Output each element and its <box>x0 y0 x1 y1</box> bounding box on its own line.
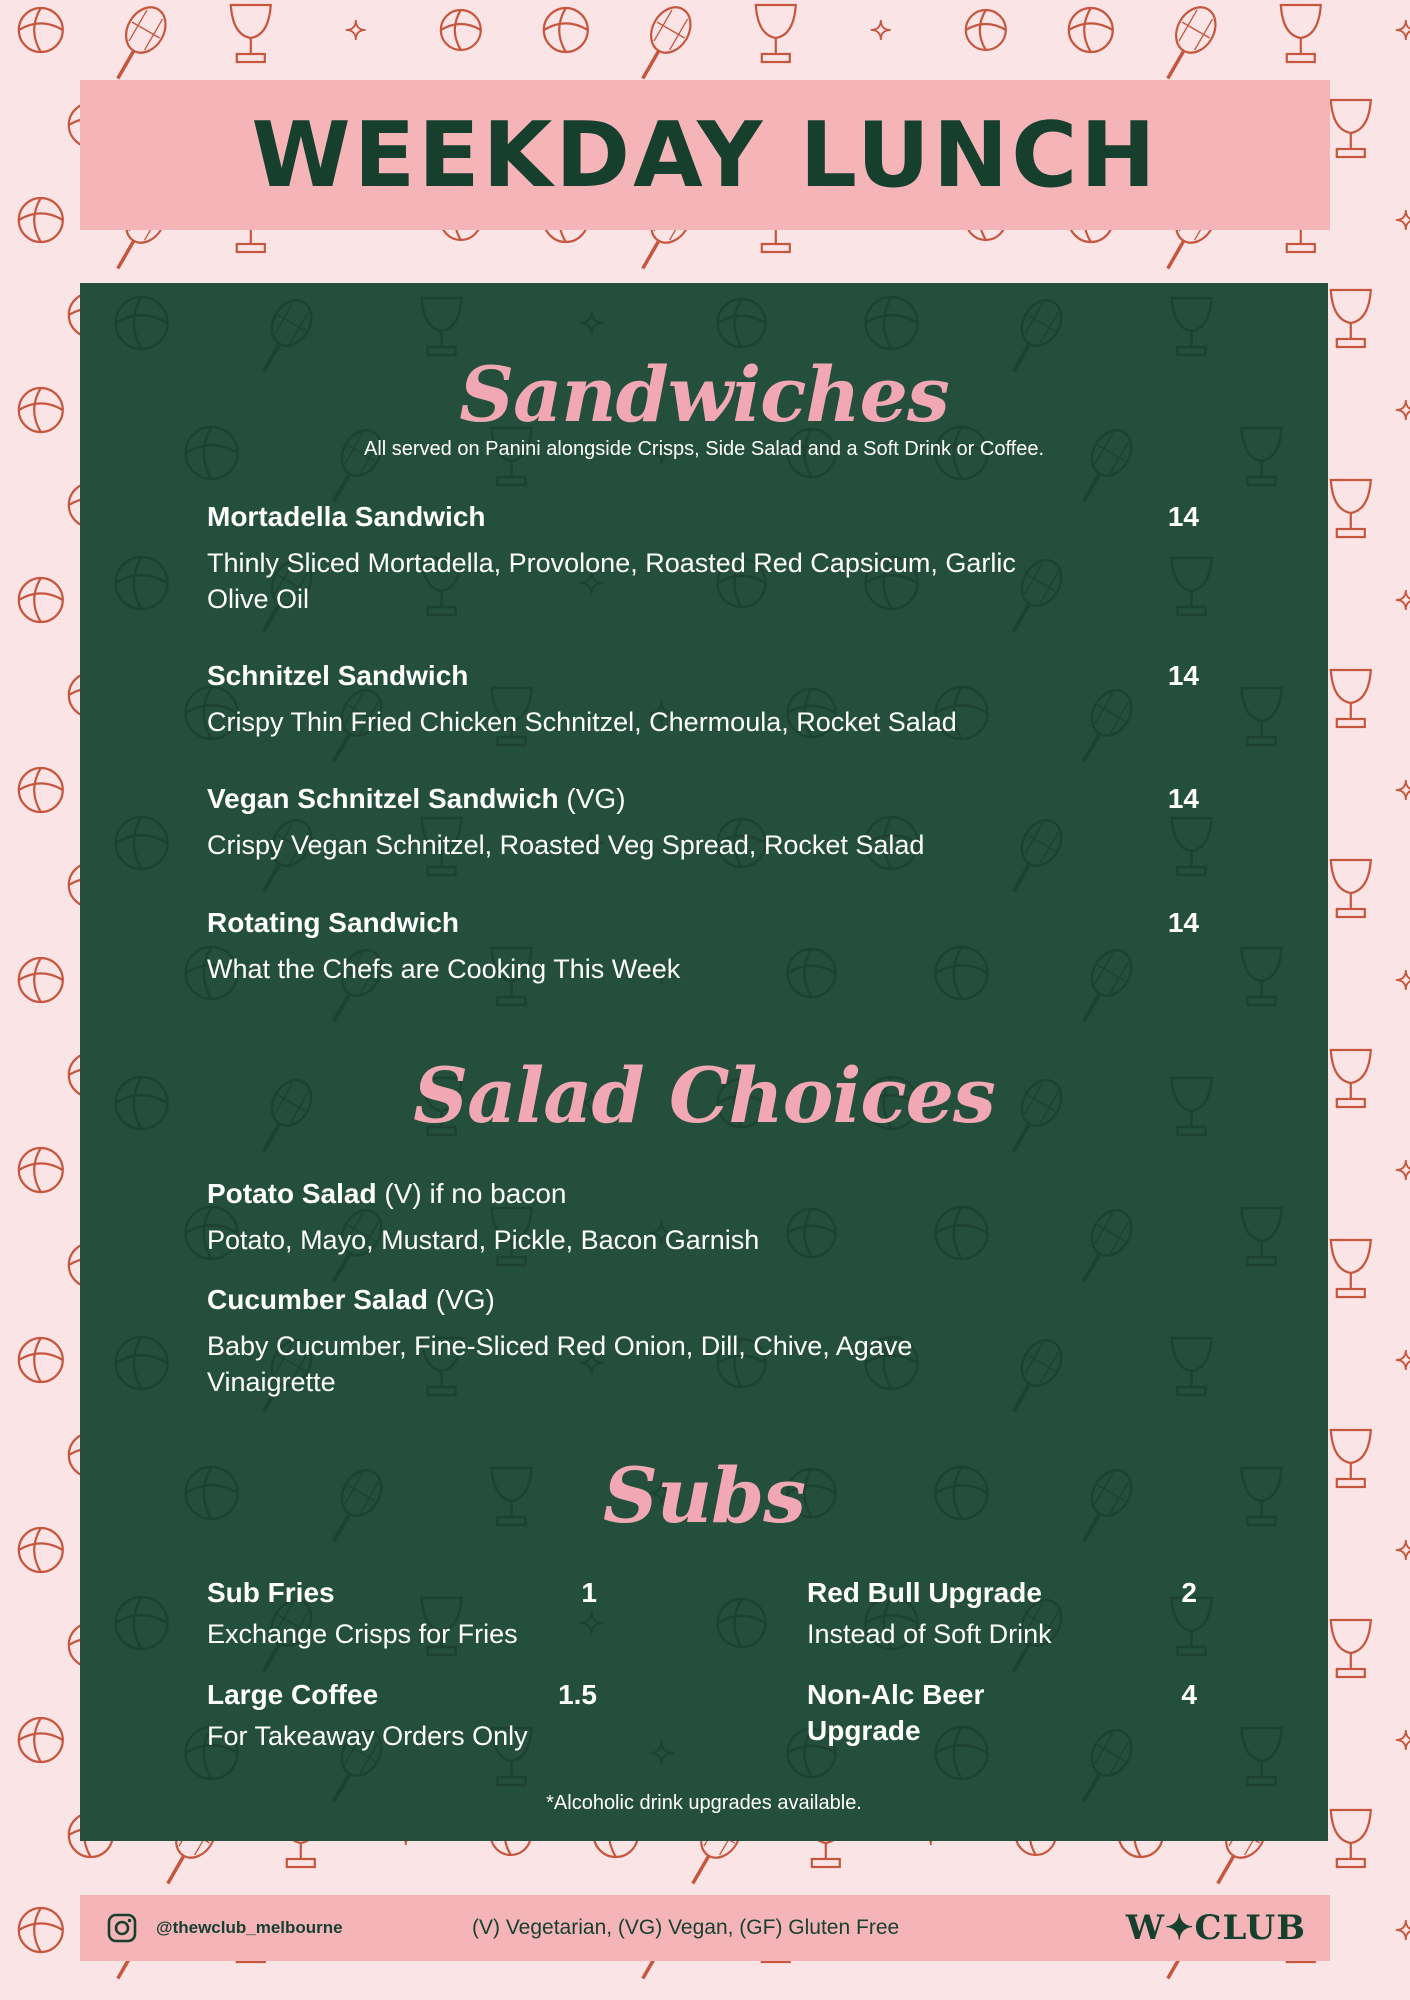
page-title: WEEKDAY LUNCH <box>251 102 1159 208</box>
item-description: Thinly Sliced Mortadella, Provolone, Roasted Red Capsicum, Garlic Olive Oil <box>207 548 1016 614</box>
sparkle-icon <box>1396 1350 1410 1370</box>
item-name: Potato Salad <box>207 1178 377 1209</box>
dietary-legend: (V) Vegetarian, (VG) Vegan, (GF) Gluten Free <box>472 1916 900 1939</box>
basketball-icon <box>116 817 168 869</box>
item-tag: (V) if no bacon <box>376 1178 567 1209</box>
item-name: Vegan Schnitzel Sandwich <box>207 783 559 814</box>
item-description: Potato, Mayo, Mustard, Pickle, Bacon Garnish <box>207 1225 760 1255</box>
volleyball-icon <box>544 8 588 52</box>
section-title-subs: Subs <box>602 1451 806 1540</box>
sparkle-icon <box>1396 970 1410 990</box>
menu-item-rotating <box>207 907 1207 987</box>
item-name: Cucumber Salad <box>207 1284 428 1315</box>
trophy-icon <box>1331 290 1371 347</box>
volleyball-icon <box>19 388 63 432</box>
item-tag: (VG) <box>427 1284 495 1315</box>
sub-item-red-bull <box>807 1575 1197 1650</box>
basketball-icon <box>116 1337 168 1389</box>
sparkle-icon <box>650 1741 674 1765</box>
sub-price: 4 <box>1181 1679 1197 1710</box>
tennis-racket-icon <box>102 0 173 87</box>
soccer-ball-icon <box>441 10 481 50</box>
basketball-icon <box>116 297 168 349</box>
sparkle-icon <box>1396 20 1410 40</box>
sub-name: Non-Alc Beer Upgrade <box>807 1679 985 1746</box>
sub-price: 1 <box>581 1577 597 1608</box>
trophy-icon <box>1331 100 1371 157</box>
menu-item-cucumber-salad <box>207 1284 1207 1400</box>
trophy-icon <box>1331 480 1371 537</box>
item-description: Crispy Thin Fried Chicken Schnitzel, Chermoula, Rocket Salad <box>207 707 957 737</box>
instagram-icon <box>106 1912 138 1944</box>
soccer-ball-icon <box>966 10 1006 50</box>
sub-item-non-alc-beer <box>807 1677 1197 1757</box>
volleyball-icon <box>19 8 63 52</box>
menu-item-potato-salad <box>207 1178 1207 1258</box>
trophy-icon <box>422 298 462 355</box>
volleyball-icon <box>19 958 63 1002</box>
volleyball-icon <box>19 768 63 812</box>
trophy-icon <box>1331 1620 1371 1677</box>
item-price: 14 <box>1167 907 1199 938</box>
volleyball-icon <box>19 1148 63 1192</box>
trophy-icon <box>1242 1728 1282 1785</box>
sparkle-icon <box>1396 1730 1410 1750</box>
section-title-sandwiches: Sandwiches <box>459 350 949 439</box>
item-price: 14 <box>1167 660 1199 691</box>
volleyball-icon <box>19 1908 63 1952</box>
item-description: Baby Cucumber, Fine-Sliced Red Onion, Dill, Chive, Agave Vinaigrette <box>207 1331 913 1397</box>
trophy-icon <box>1331 1050 1371 1107</box>
sparkle-icon <box>1396 780 1410 800</box>
sparkle-icon <box>1396 590 1410 610</box>
sub-item-large-coffee <box>207 1677 597 1752</box>
sparkle-icon <box>1396 210 1410 230</box>
tennis-racket-icon <box>1152 0 1223 87</box>
sparkle-icon <box>1396 1160 1410 1180</box>
trophy-icon <box>1331 670 1371 727</box>
tennis-racket-icon <box>627 0 698 87</box>
sparkle-icon <box>1396 1920 1410 1940</box>
sparkle-icon <box>580 311 604 335</box>
item-description: What the Chefs are Cooking This Week <box>207 954 681 984</box>
trophy-icon <box>231 5 271 62</box>
soccer-ball-icon <box>718 299 766 347</box>
sandwiches-intro: All served on Panini alongside Crisps, Side Salad and a Soft Drink or Coffee. <box>363 438 1044 460</box>
basketball-icon <box>116 557 168 609</box>
sub-price: 1.5 <box>558 1679 597 1710</box>
item-price: 14 <box>1167 501 1199 532</box>
item-name: Schnitzel Sandwich <box>207 660 469 691</box>
volleyball-icon <box>19 578 63 622</box>
sub-name: Large Coffee <box>207 1679 379 1710</box>
item-tag: (VG) <box>558 783 626 814</box>
instagram-handle[interactable]: @thewclub_melbourne <box>156 1918 343 1937</box>
sub-description: Exchange Crisps for Fries <box>207 1619 518 1649</box>
volleyball-icon <box>19 1528 63 1572</box>
sub-item-fries <box>207 1575 597 1650</box>
sparkle-icon <box>346 20 366 40</box>
menu-panel <box>80 283 1328 1841</box>
menu-item-mortadella <box>207 501 1207 617</box>
basketball-icon <box>116 1597 168 1649</box>
volleyball-icon <box>19 198 63 242</box>
trophy-icon <box>1331 1810 1371 1867</box>
trophy-icon <box>1172 298 1212 355</box>
trophy-icon <box>756 5 796 62</box>
sparkle-icon <box>1396 400 1410 420</box>
brand-logo: W✦CLUB <box>1125 1908 1306 1948</box>
sub-description: For Takeaway Orders Only <box>207 1721 528 1751</box>
trophy-icon <box>1331 860 1371 917</box>
trophy-icon <box>1242 688 1282 745</box>
item-description: Crispy Vegan Schnitzel, Roasted Veg Spread, Rocket Salad <box>207 830 925 860</box>
footnote: *Alcoholic drink upgrades available. <box>546 1792 862 1814</box>
trophy-icon <box>1242 1208 1282 1265</box>
trophy-icon <box>1242 948 1282 1005</box>
trophy-icon <box>1281 5 1321 62</box>
sub-name: Sub Fries <box>207 1577 335 1608</box>
section-title-salads: Salad Choices <box>413 1051 995 1140</box>
item-name: Mortadella Sandwich <box>207 501 486 532</box>
item-name: Rotating Sandwich <box>207 907 459 938</box>
sub-price: 2 <box>1181 1577 1197 1608</box>
menu-item-vegan-schnitzel <box>207 783 1207 863</box>
volleyball-icon <box>19 1718 63 1762</box>
footer-bar <box>80 1895 1330 1961</box>
trophy-icon <box>1331 1430 1371 1487</box>
volleyball-icon <box>1069 8 1113 52</box>
sparkle-icon <box>1396 1540 1410 1560</box>
sub-name: Red Bull Upgrade <box>807 1577 1042 1608</box>
sparkle-icon <box>871 20 891 40</box>
item-price: 14 <box>1167 783 1199 814</box>
basketball-icon <box>866 297 918 349</box>
menu-item-schnitzel <box>207 660 1207 740</box>
volleyball-icon <box>19 1338 63 1382</box>
sub-description: Instead of Soft Drink <box>807 1619 1052 1649</box>
header-banner <box>80 80 1330 230</box>
soccer-ball-icon <box>718 1599 766 1647</box>
trophy-icon <box>1331 1240 1371 1297</box>
